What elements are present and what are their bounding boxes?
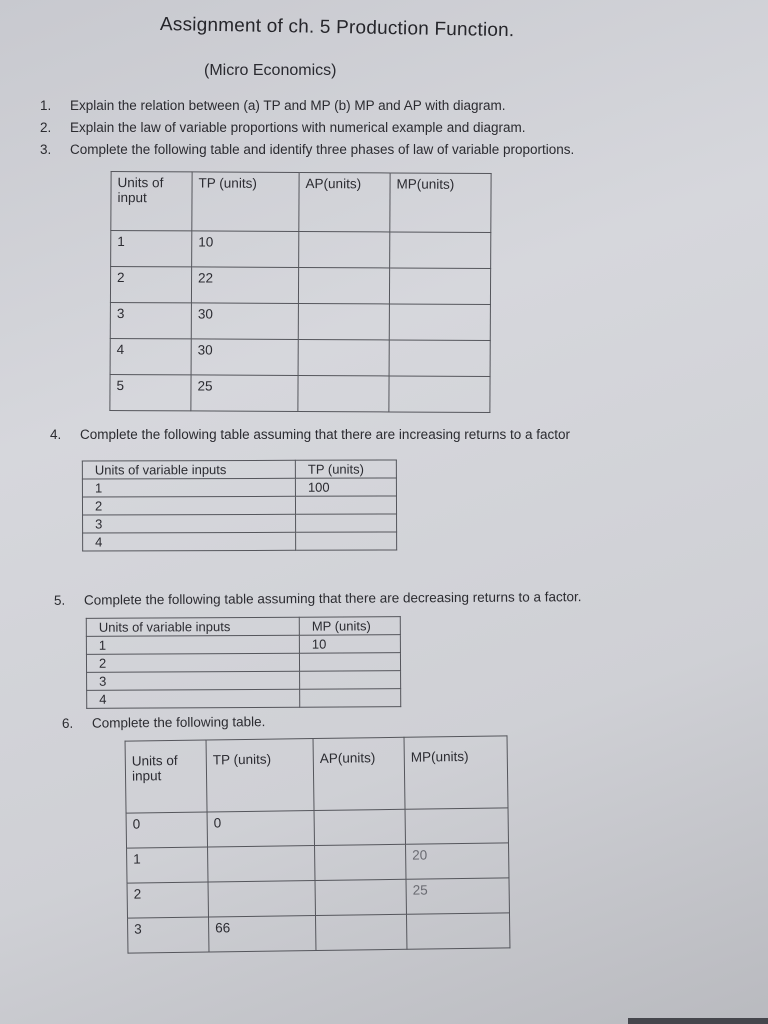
header-cell: Units of variable inputs [82,460,295,479]
cell: 25 [406,878,509,914]
table-header-row [82,460,396,479]
table-row [111,231,491,269]
cell: 3 [128,917,209,953]
desk-edge [628,1018,768,1024]
table-row [83,514,397,533]
cell: 3 [83,514,296,533]
table-row [110,267,490,305]
table-row [110,375,490,413]
cell [295,496,396,514]
table-row [127,878,509,918]
page-subtitle: (Micro Economics) [204,62,337,79]
cell [314,809,405,845]
question-number: 1. [40,98,52,113]
cell: 1 [111,231,192,267]
header-cell: MP(units) [390,173,491,233]
question-3 [40,142,574,157]
cell: 4 [83,532,296,551]
cell: 4 [87,689,300,708]
cell: 22 [191,267,298,304]
table-row [110,303,490,341]
page-title: Assignment of ch. 5 Production Function. [159,14,515,42]
header-cell: AP(units) [313,737,405,810]
cell [300,671,401,690]
question-text: Explain the relation between (a) TP and MP (b) MP and AP with diagram. [70,98,506,113]
table-row [126,808,508,848]
cell [390,232,491,269]
cell: 2 [110,267,191,303]
header-cell: TP (units) [192,172,299,232]
question-text: Explain the law of variable proportions with numerical example and diagram. [70,120,526,135]
cell [296,532,397,550]
table-header-row [125,736,508,813]
table-row [128,913,510,953]
table-row [86,653,400,673]
cell: 66 [209,916,316,952]
cell: 5 [110,375,191,411]
question-6 [62,714,265,731]
header-cell: MP (units) [299,617,400,636]
header-cell: MP(units) [404,736,508,809]
cell: 2 [86,653,299,672]
cell: 10 [192,231,299,268]
question-5 [54,589,582,608]
question-4 [50,427,570,442]
cell [405,808,508,844]
cell [299,231,390,267]
cell [406,913,509,949]
header-cell: TP (units) [295,460,396,478]
header-cell: Units of input [125,740,207,813]
cell: 20 [406,843,509,879]
question-1 [40,98,506,113]
cell [298,339,389,375]
cell [298,303,389,339]
table-law-of-variable-proportions [109,171,491,413]
question-2 [40,120,526,135]
table-row [87,671,401,691]
cell [298,267,389,303]
cell: 2 [82,496,295,515]
table-row [87,689,401,709]
cell [208,846,315,882]
table-header-row [111,172,491,233]
table-row [86,635,400,655]
cell [208,881,315,917]
question-number: 3. [40,142,52,157]
cell: 10 [299,635,400,654]
cell [296,514,397,532]
cell: 4 [110,339,191,375]
cell: 2 [127,882,208,918]
table-complete-production [125,735,511,953]
cell: 25 [191,375,298,412]
cell [299,653,400,672]
table-row [82,496,396,515]
cell: 1 [127,847,208,883]
table-increasing-returns [82,459,397,551]
question-text: Complete the following table assuming that there are increasing returns to a factor [80,427,571,442]
question-number: 5. [53,592,66,608]
question-number: 6. [61,715,74,731]
cell [315,879,406,915]
header-cell: Units of input [111,172,192,231]
header-cell: TP (units) [206,739,314,812]
header-cell: AP(units) [299,172,390,231]
table-row [127,843,509,883]
cell: 3 [110,303,191,339]
cell: 0 [126,812,207,848]
cell [389,376,490,413]
table-row [110,339,490,377]
cell [315,914,406,950]
cell [389,304,490,341]
table-header-row [86,617,400,637]
cell [389,268,490,305]
cell [315,844,406,880]
cell: 30 [191,303,298,340]
header-cell: Units of variable inputs [86,617,299,636]
cell: 1 [82,478,295,497]
cell [389,340,490,377]
table-row [82,478,396,497]
question-number: 4. [50,427,62,442]
cell [300,689,401,708]
cell [298,375,389,411]
question-text: Complete the following table and identify three phases of law of variable proportions. [70,142,575,157]
table-row [83,532,397,551]
cell: 0 [207,811,314,847]
cell: 3 [87,671,300,690]
question-text: Complete the following table. [91,714,266,731]
cell: 30 [191,339,298,376]
cell: 100 [295,478,396,496]
cell: 1 [86,635,299,654]
table-decreasing-returns [86,616,401,709]
question-number: 2. [40,120,52,135]
question-text: Complete the following table assuming that there are decreasing returns to a factor. [83,589,582,608]
